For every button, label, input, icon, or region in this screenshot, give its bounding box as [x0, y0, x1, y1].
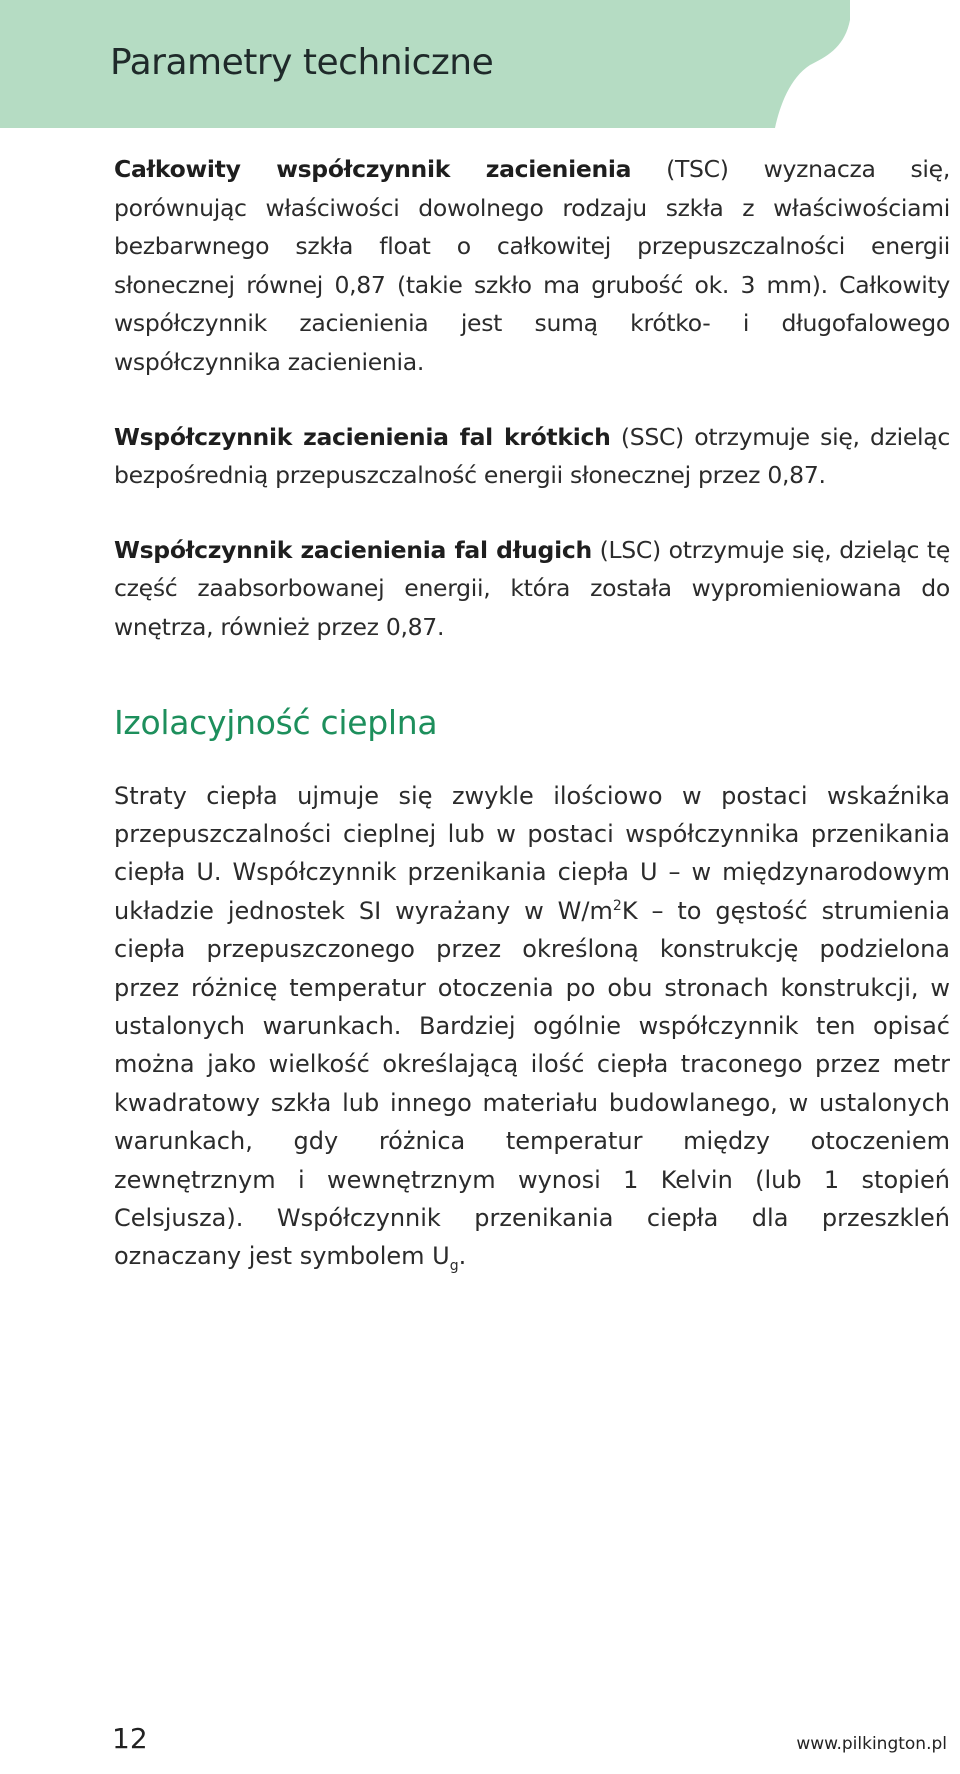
ssc-definition: (SSC) otrzymuje się, dzieląc bezpośrednią przepuszczalność energii słonecznej przez 0,87. [114, 422, 950, 490]
superscript-2: 2 [612, 897, 622, 914]
paragraph-text-part1: Straty ciepła ujmuje się zwykle ilościowo w postaci wskaźnika przepuszczalności cieplnej lub w postaci współczynnika przenikania ciepła U. Współczynnik przenikania ciepła U – w międzynarodowym układzie jednostek SI wyrażany w W/m [114, 781, 950, 925]
ssc-term: Współczynnik zacienienia fal krótkich [114, 422, 611, 451]
main-content [114, 150, 950, 1276]
page-title: Parametry techniczne [110, 42, 494, 83]
website-url: www.pilkington.pl [796, 1734, 947, 1754]
paragraph-text-part2: K – to gęstość strumienia ciepła przepuszczonego przez określoną konstrukcję podzielona przez różnicę temperatur otoczenia po obu stronach konstrukcji, w ustalonych warunkach. Bardziej ogólnie współczynnik ten opisać można jako wielkość określającą ilość ciepła traconego przez metr kwadratowy szkła lub innego materiału budowlanego, w ustalonych warunkach, gdy różnica temperatur między otoczeniem zewnętrznym i wewnętrznym wynosi 1 Kelvin (lub 1 stopień Celsjusza). Współczynnik przenikania ciepła dla przeszkleń oznaczany jest symbolem U [114, 896, 950, 1271]
thermal-insulation-paragraph [114, 777, 950, 1276]
page-number: 12 [112, 1722, 148, 1755]
subscript-g: g [449, 1258, 459, 1275]
lsc-definition: (LSC) otrzymuje się, dzieląc tę część zaabsorbowanej energii, która została wypromieniowana do wnętrza, również przez 0,87. [114, 535, 950, 641]
ssc-paragraph [114, 418, 950, 495]
tsc-term: Całkowity współczynnik zacienienia [114, 155, 632, 183]
paragraph-text-end: . [458, 1242, 467, 1271]
tsc-definition: (TSC) wyznacza się, porównując właściwości dowolnego rodzaju szkła z właściwościami bezbarwnego szkła float o całkowitej przepuszczalności energii słonecznej równej 0,87 (takie szkło ma grubość ok. 3 mm). Całkowity współczynnik zacienienia jest sumą krótko- i długofalowego współczynnika zacienienia. [114, 155, 950, 376]
section-heading: Izolacyjność cieplna [114, 702, 438, 742]
lsc-paragraph [114, 531, 950, 647]
tsc-paragraph [114, 150, 950, 382]
lsc-term: Współczynnik zacienienia fal długich [114, 535, 592, 564]
